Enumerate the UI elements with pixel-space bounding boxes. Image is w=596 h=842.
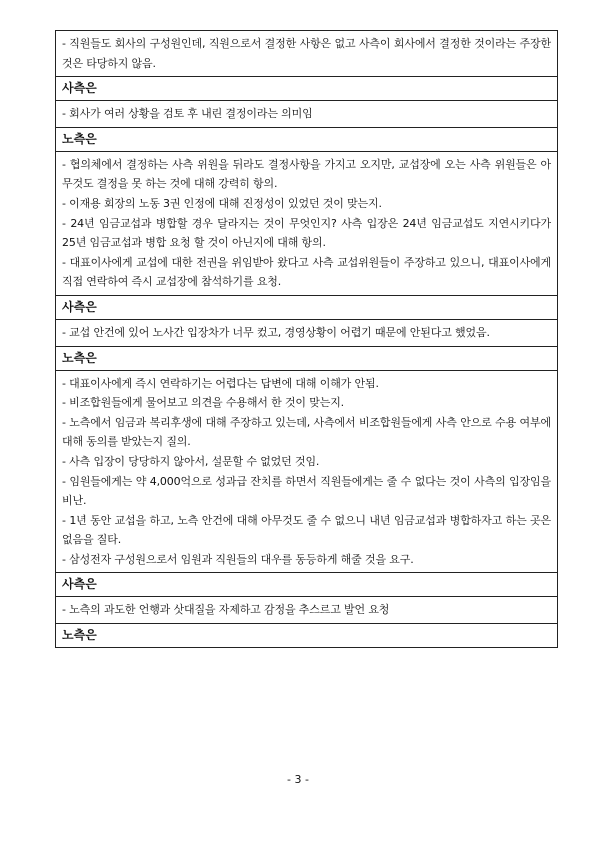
statement-line: - 24년 임금교섭과 병합할 경우 달라지는 것이 무엇인지? 사측 입장은 24년 임금교섭도 지연시키다가 25년 임금교섭과 병합 요청 할 것이 아닌지에 대해 항의. [62, 216, 551, 250]
statement-cell [56, 370, 558, 573]
statement-line: - 1년 동안 교섭을 하고, 노측 안건에 대해 아무것도 줄 수 없으니 내년 임금교섭과 병합하자고 하는 곳은 없음을 질타. [62, 513, 551, 547]
speaker-heading-row [56, 346, 558, 370]
statement-line: - 직원들도 회사의 구성원인데, 직원으로서 결정한 사항은 없고 사측이 회사에서 결정한 것이라는 주장한 것은 타당하지 않음. [62, 37, 551, 70]
statement-row [56, 31, 558, 77]
speaker-heading: 사측은 [56, 573, 558, 597]
statement-line: - 대표이사에게 교섭에 대한 전권을 위임받아 왔다고 사측 교섭위원들이 주장하고 있으니, 대표이사에게 직접 연락하여 즉시 교섭장에 참석하기를 요청. [62, 255, 551, 289]
page-number: - 3 - [287, 773, 309, 786]
minutes-table [55, 30, 558, 648]
minutes-sheet [55, 30, 558, 648]
statement-row [56, 597, 558, 624]
statement-row [56, 151, 558, 295]
minutes-table-body [56, 31, 558, 648]
statement-line: - 비조합원들에게 물어보고 의견을 수용해서 한 것이 맞는지. [62, 396, 345, 410]
statement-line: - 삼성전자 구성원으로서 임원과 직원들의 대우를 동등하게 해줄 것을 요구. [62, 552, 414, 566]
speaker-heading-row [56, 77, 558, 101]
speaker-heading: 사측은 [56, 295, 558, 319]
speaker-heading: 사측은 [56, 77, 558, 101]
speaker-heading: 노측은 [56, 127, 558, 151]
statement-row [56, 319, 558, 346]
statement-line: - 교섭 안건에 있어 노사간 입장차가 너무 컸고, 경영상황이 어렵기 때문에 안된다고 했었음. [62, 325, 490, 339]
statement-row [56, 101, 558, 128]
statement-line: - 이재용 회장의 노동 3권 인정에 대해 진정성이 있었던 것이 맞는지. [62, 196, 382, 210]
statement-cell [56, 319, 558, 346]
statement-line: - 노측에서 임금과 복리후생에 대해 주장하고 있는데, 사측에서 비조합원들에게 사측 안으로 수용 여부에 대해 동의를 받았는지 질의. [62, 415, 551, 449]
statement-cell [56, 597, 558, 624]
speaker-heading-row [56, 295, 558, 319]
speaker-heading-row [56, 573, 558, 597]
statement-cell [56, 151, 558, 295]
statement-line: - 대표이사에게 즉시 연락하기는 어렵다는 답변에 대해 이해가 안됨. [62, 376, 379, 390]
speaker-heading-row [56, 127, 558, 151]
statement-cell [56, 31, 558, 77]
speaker-heading-row [56, 624, 558, 648]
statement-line: - 임원들에게는 약 4,000억으로 성과급 잔치를 하면서 직원들에게는 줄 수 없다는 것이 사측의 입장임을 비난. [62, 474, 551, 508]
speaker-heading: 노측은 [56, 624, 558, 648]
statement-line: - 협의체에서 결정하는 사측 위원을 뒤라도 결정사항을 가지고 오지만, 교섭장에 오는 사측 위원들은 아무것도 결정을 못 하는 것에 대해 강력히 항의. [62, 157, 551, 191]
statement-cell [56, 101, 558, 128]
statement-line: - 노측의 과도한 언행과 삿대질을 자제하고 감정을 추스르고 발언 요청 [62, 603, 390, 617]
statement-line: - 회사가 여러 상황을 검토 후 내린 결정이라는 의미임 [62, 107, 313, 121]
statement-line: - 사측 입장이 당당하지 않아서, 설문할 수 없었던 것임. [62, 454, 320, 468]
statement-row [56, 370, 558, 573]
speaker-heading: 노측은 [56, 346, 558, 370]
